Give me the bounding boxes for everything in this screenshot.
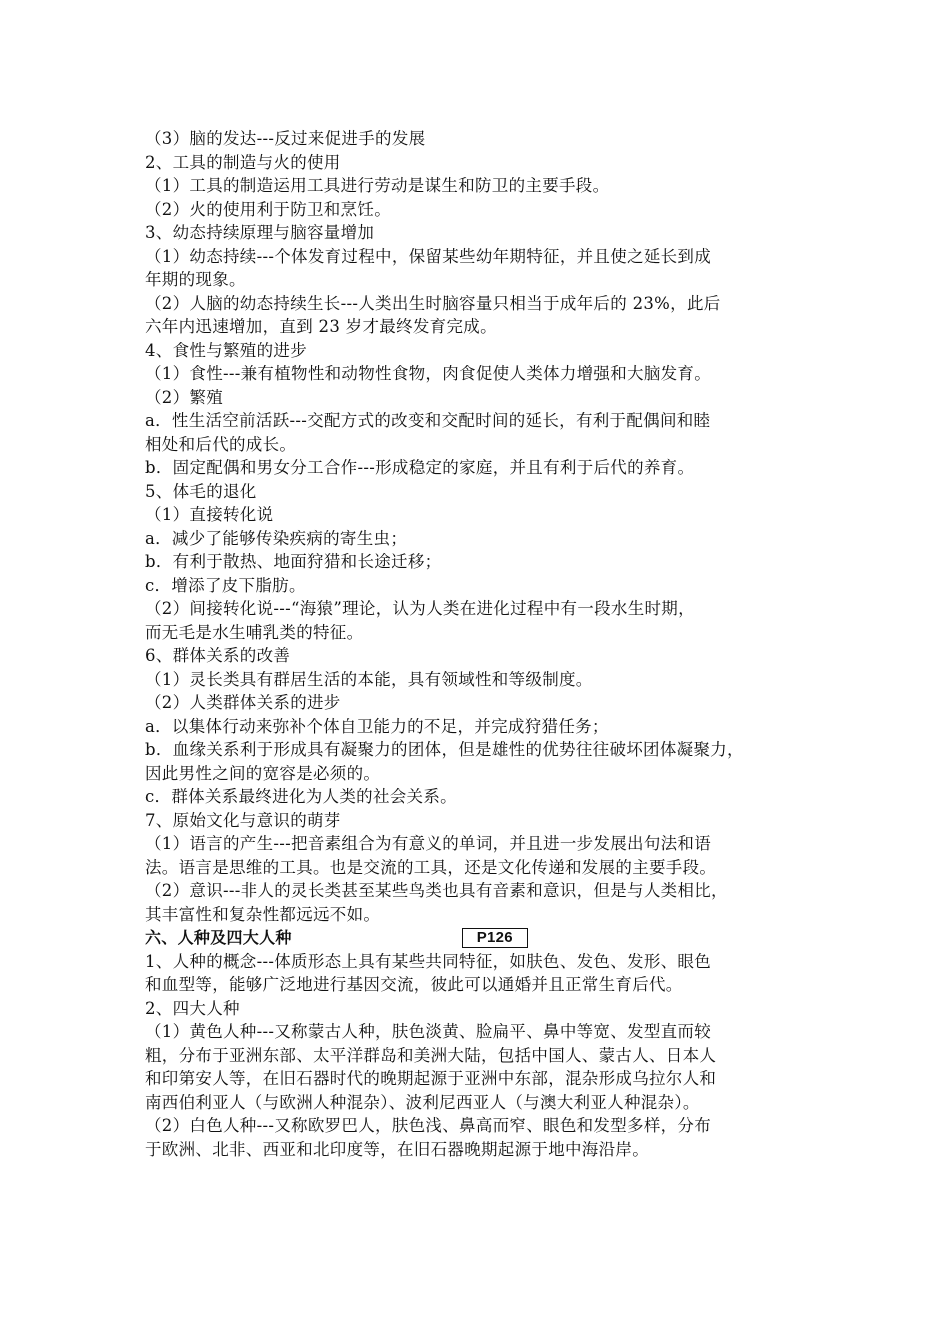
text-line: c．群体关系最终进化为人类的社会关系。 xyxy=(145,787,457,806)
text-line: （2）火的使用利于防卫和烹饪。 xyxy=(145,199,391,219)
text-line: b．血缘关系利于形成具有凝聚力的团体，但是雄性的优势往往破坏团体凝聚力， xyxy=(145,740,744,759)
text-line: （2）白色人种---又称欧罗巴人，肤色浅、鼻高而窄、眼色和发型多样，分布 xyxy=(145,1116,712,1135)
text-line: 1、人种的概念---体质形态上具有某些共同特征，如肤色、发色、发形、眼色 xyxy=(145,951,712,971)
text-line: 和印第安人等，在旧石器时代的晚期起源于亚洲中东部，混杂形成乌拉尔人和 xyxy=(145,1069,717,1088)
text-line: 年期的现象。 xyxy=(145,270,246,289)
text-line: a．性生活空前活跃---交配方式的改变和交配时间的延长，有利于配偶间和睦 xyxy=(145,411,711,430)
text-line: b．固定配偶和男女分工合作---形成稳定的家庭，并且有利于后代的养育。 xyxy=(145,458,695,477)
text-line: （2）人脑的幼态持续生长---人类出生时脑容量只相当于成年后的 23%，此后 xyxy=(145,293,721,313)
text-block-after xyxy=(145,950,825,1162)
text-line: 而无毛是水生哺乳类的特征。 xyxy=(145,622,364,642)
text-line: （2）间接转化说---“海猿”理论，认为人类在进化过程中有一段水生时期， xyxy=(145,599,695,618)
text-line: （2）人类群体关系的进步 xyxy=(145,693,341,712)
text-line: （1）直接转化说 xyxy=(145,505,274,524)
text-block-before xyxy=(145,127,825,926)
text-line: （2）意识---非人的灵长类甚至某些鸟类也具有音素和意识，但是与人类相比， xyxy=(145,881,728,900)
text-line: 和血型等，能够广泛地进行基因交流，彼此可以通婚并且正常生育后代。 xyxy=(145,975,683,994)
text-line: 因此男性之间的宽容是必须的。 xyxy=(145,763,381,783)
text-line: a．减少了能够传染疾病的寄生虫； xyxy=(145,528,408,548)
text-line: b．有利于散热、地面狩猎和长途迁移； xyxy=(145,552,442,571)
text-line: 相处和后代的成长。 xyxy=(145,434,297,454)
section-heading: 六、人种及四大人种 xyxy=(145,928,292,947)
text-line: c．增添了皮下脂肪。 xyxy=(145,575,306,595)
text-line: 2、四大人种 xyxy=(145,998,240,1018)
text-line: 于欧洲、北非、西亚和北印度等，在旧石器晚期起源于地中海沿岸。 xyxy=(145,1139,649,1159)
text-line: 2、工具的制造与火的使用 xyxy=(145,152,341,172)
text-line: 粗，分布于亚洲东部、太平洋群岛和美洲大陆，包括中国人、蒙古人、日本人 xyxy=(145,1045,717,1065)
text-line: 7、原始文化与意识的萌芽 xyxy=(145,810,341,830)
page-reference-box: P126 xyxy=(462,928,528,948)
text-line: 5、体毛的退化 xyxy=(145,481,257,501)
text-line: 3、幼态持续原理与脑容量增加 xyxy=(145,223,375,242)
text-line: （1）灵长类具有群居生活的本能，具有领域性和等级制度。 xyxy=(145,669,593,689)
text-line: 法。语言是思维的工具。也是交流的工具，还是文化传递和发展的主要手段。 xyxy=(145,857,717,877)
section-heading-row xyxy=(145,926,825,950)
text-line: 6、群体关系的改善 xyxy=(145,646,291,665)
text-line: 4、食性与繁殖的进步 xyxy=(145,340,307,360)
text-line: （2）繁殖 xyxy=(145,387,223,407)
text-line: （1）语言的产生---把音素组合为有意义的单词，并且进一步发展出句法和语 xyxy=(145,834,712,853)
text-line: （3）脑的发达---反过来促进手的发展 xyxy=(145,129,426,148)
text-line: （1）食性---兼有植物性和动物性食物，肉食促使人类体力增强和大脑发育。 xyxy=(145,364,712,383)
text-line: （1）幼态持续---个体发育过程中，保留某些幼年期特征，并且使之延长到成 xyxy=(145,246,712,266)
text-line: 六年内迅速增加，直到 23 岁才最终发育完成。 xyxy=(145,317,497,336)
text-line: （1）工具的制造运用工具进行劳动是谋生和防卫的主要手段。 xyxy=(145,176,610,195)
text-line: 其丰富性和复杂性都远远不如。 xyxy=(145,904,381,924)
text-line: a．以集体行动来弥补个体自卫能力的不足，并完成狩猎任务； xyxy=(145,716,609,736)
text-line: 南西伯利亚人（与欧洲人种混杂）、波利尼西亚人（与澳大利亚人种混杂）。 xyxy=(145,1092,700,1112)
text-line: （1）黄色人种---又称蒙古人种，肤色淡黄、脸扁平、鼻中等宽、发型直而较 xyxy=(145,1022,712,1041)
document-page xyxy=(145,127,825,1161)
